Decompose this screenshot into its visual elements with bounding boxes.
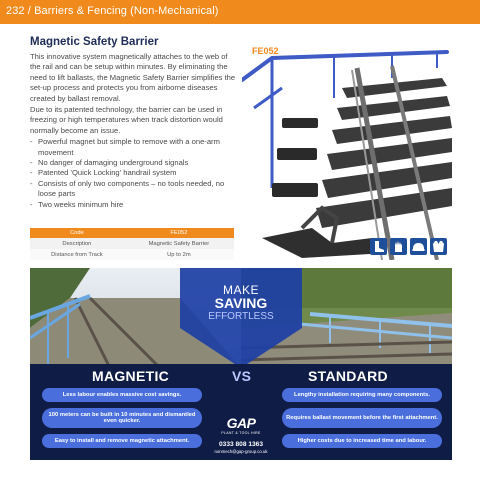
hi-vis-vest-icon [430, 238, 447, 255]
feature-item: - Consists of only two components – no tools needed, no loose parts [30, 179, 240, 200]
product-description [30, 52, 240, 210]
spec-label: Distance from Track [30, 249, 124, 260]
header-bar [0, 0, 480, 24]
description-paragraph: This innovative system magnetically attaches to the web of the rail and can be setup within minutes. By eliminating the need to lift ballasts, the Magnetic Safety Barrier simplifies the set-up process and protects you from airborne diseases created by ballast removal. [30, 52, 236, 103]
gap-logo [210, 416, 272, 456]
product-title: Magnetic Safety Barrier [30, 36, 159, 48]
logo-subtitle: PLANT & TOOL HIRE [221, 431, 261, 435]
magnetic-heading: MAGNETIC [92, 368, 170, 384]
feature-item: - Powerful magnet but simple to remove with a one-arm movement [30, 137, 240, 158]
contact-email[interactable]: nonmech@gap-group.co.uk [214, 449, 268, 454]
feature-list [30, 137, 240, 210]
page-header-title: 232 / Barriers & Fencing (Non-Mechanical) [6, 5, 219, 17]
standard-point: Requires ballast movement before the first attachment. [282, 408, 442, 428]
table-row [30, 238, 234, 249]
product-code-badge: FE052 [252, 46, 279, 56]
standard-point: Lengthy installation requiring many components. [282, 388, 442, 402]
spec-value: Up to 2m [124, 249, 234, 260]
spec-header-code: Code [30, 228, 124, 238]
spec-table [30, 228, 234, 260]
ppe-icons [370, 238, 447, 255]
boots-icon [370, 238, 387, 255]
logo-mark: GAP [226, 415, 256, 431]
table-row [30, 249, 234, 260]
feature-item: - Two weeks minimum hire [30, 200, 240, 210]
magnetic-point: 100 meters can be built in 10 minutes and dismantled even quicker. [42, 408, 202, 428]
comparison-banner [30, 268, 452, 460]
description-paragraph: Due to its patented technology, the barrier can be used in freezing or high temperatures when track distortion would normally become an issue. [30, 105, 223, 135]
spec-header-value: FE052 [124, 228, 234, 238]
feature-item: - Patented 'Quick Locking' handrail system [30, 168, 240, 178]
feature-item: - No danger of damaging underground signals [30, 158, 240, 168]
make-text: MAKE [222, 283, 259, 297]
standard-point: Higher costs due to increased time and labour. [282, 434, 442, 448]
spec-value: Magnetic Safety Barrier [124, 238, 234, 249]
hard-hat-icon [410, 238, 427, 255]
magnetic-point: Less labour enables massive cost savings. [42, 388, 202, 402]
make-saving-effortless [180, 284, 302, 322]
magnetic-point: Easy to install and remove magnetic attachment. [42, 434, 202, 448]
standard-heading: STANDARD [308, 368, 388, 384]
spec-label: Description [30, 238, 124, 249]
gloves-icon [390, 238, 407, 255]
product-photo [242, 38, 452, 260]
contact-phone[interactable]: 0333 808 1363 [218, 441, 263, 448]
effortless-text: EFFORTLESS [208, 311, 274, 322]
vs-label: VS [232, 368, 252, 384]
saving-text: SAVING [214, 295, 268, 311]
